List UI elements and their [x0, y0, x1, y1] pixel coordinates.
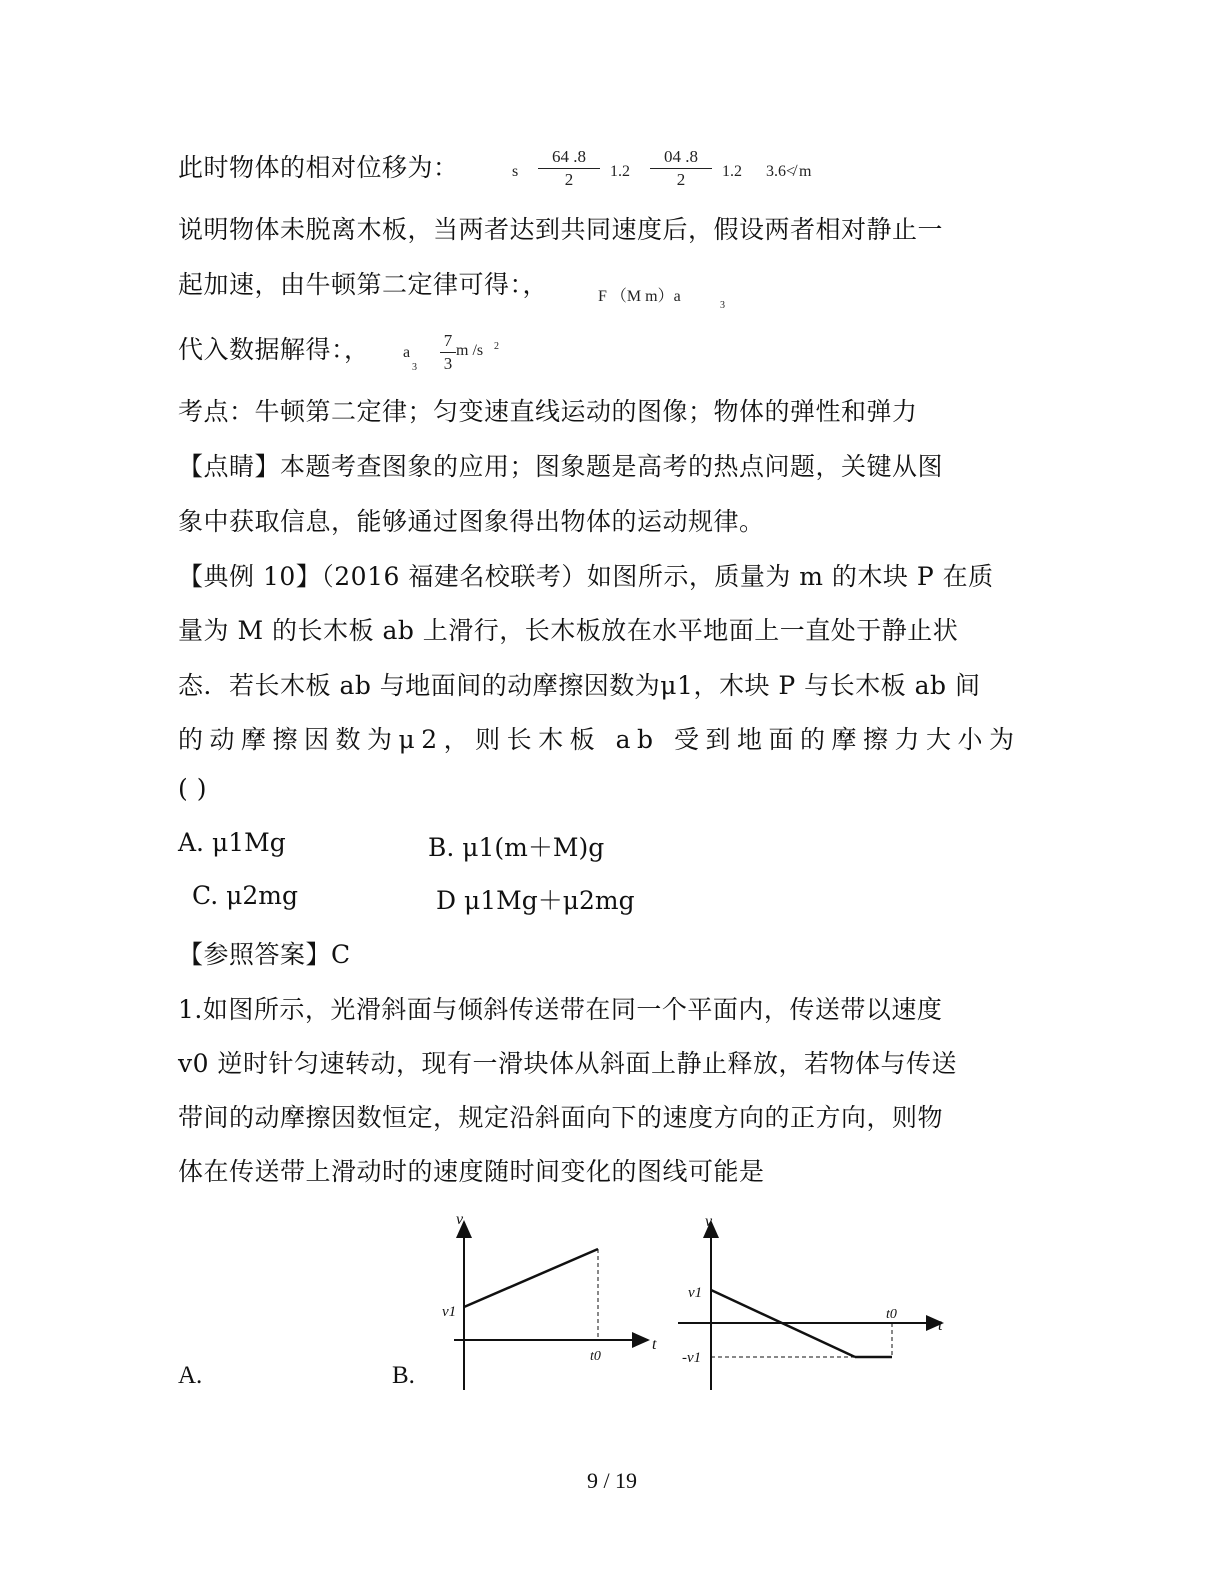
graph-a-t0-label: t0 [590, 1349, 601, 1364]
choice-b-label: B. [392, 1362, 415, 1389]
formula-result: 3.6≮ m [766, 163, 812, 180]
choice-a-label: A. [178, 1362, 203, 1389]
text-line: 考点：牛顿第二定律；匀变速直线运动的图像；物体的弹性和弹力 [178, 397, 918, 426]
graph-b-t-label: t [938, 1317, 943, 1334]
fraction-3-numerator: 7 [443, 331, 453, 350]
formula-term-1: 1.2 [610, 163, 630, 180]
fraction-1-numerator: 64 .8 [552, 147, 586, 166]
answer-line: 【参照答案】C [178, 940, 351, 969]
text-line: 代入数据解得：， [178, 335, 370, 364]
formula-newton: F （M m）a [598, 288, 681, 305]
graph-a-v1-label: v1 [442, 1304, 457, 1320]
option-a: A. μ1Mg [178, 828, 286, 857]
graph-a-v-label: v [456, 1211, 464, 1228]
text-line: v0 逆时针匀速转动，现有一滑块体从斜面上静止释放，若物体与传送 [178, 1049, 957, 1078]
page-number: 9 / 19 [586, 1468, 638, 1493]
text-line-relative-displacement: 此时物体的相对位移为： [178, 153, 459, 182]
text-line: 象中获取信息，能够通过图象得出物体的运动规律。 [178, 507, 765, 536]
option-d: D μ1Mg＋μ2mg [436, 886, 635, 915]
text-line: 1.如图所示，光滑斜面与倾斜传送带在同一个平面内，传送带以速度 [178, 995, 943, 1024]
formula-subscript: 3 [412, 362, 417, 373]
formula-term-2: 1.2 [722, 163, 742, 180]
option-b: B. μ1(m＋M)g [428, 833, 605, 862]
graph-a-t-label: t [652, 1336, 657, 1353]
graph-a [430, 1200, 670, 1400]
text-line: 【典例 10】（2016 福建名校联考）如图所示，质量为 m 的木块 P 在质 [178, 562, 994, 591]
formula-a: a [403, 344, 411, 361]
graph-b-neg-v1-label: -v1 [682, 1350, 702, 1366]
text-line: 体在传送带上滑动时的速度随时间变化的图线可能是 [178, 1157, 765, 1186]
text-line: 态．若长木板 ab 与地面间的动摩擦因数为μ1，木块 P 与长木板 ab 间 [178, 671, 981, 700]
text-line-parenthesis: ( ) [178, 774, 207, 803]
graph-b-t0-label: t0 [886, 1307, 897, 1322]
formula-unit: m /s [456, 342, 484, 359]
fraction-1 [538, 146, 600, 191]
text-line: 说明物体未脱离木板，当两者达到共同速度后，假设两者相对静止一 [178, 215, 944, 244]
fraction-2-denominator: 2 [676, 170, 686, 189]
text-line: 起加速，由牛顿第二定律可得：， [178, 270, 549, 299]
fraction-2 [650, 146, 712, 191]
fraction-1-denominator: 2 [564, 170, 574, 189]
graph-b-v-label: v [705, 1213, 713, 1230]
fraction-3 [440, 330, 456, 375]
graph-b [672, 1200, 952, 1400]
formula-s: s [512, 163, 519, 180]
graph-b-v1-label: v1 [688, 1285, 703, 1301]
formula-superscript: 2 [494, 341, 499, 352]
formula-subscript: 3 [720, 300, 725, 311]
option-c: C. μ2mg [192, 881, 298, 910]
text-line: 量为 M 的长木板 ab 上滑行，长木板放在水平地面上一直处于静止状 [178, 616, 959, 645]
text-line: 【点睛】本题考查图象的应用；图象题是高考的热点问题，关键从图 [178, 452, 944, 481]
fraction-2-numerator: 04 .8 [664, 147, 698, 166]
text-line: 的动摩擦因数为μ2，则长木板 ab 受到地面的摩擦力大小为 [178, 725, 1021, 754]
text-line: 带间的动摩擦因数恒定，规定沿斜面向下的速度方向的正方向，则物 [178, 1103, 944, 1132]
graph-a-velocity-line [464, 1249, 598, 1307]
fraction-3-denominator: 3 [443, 354, 453, 373]
